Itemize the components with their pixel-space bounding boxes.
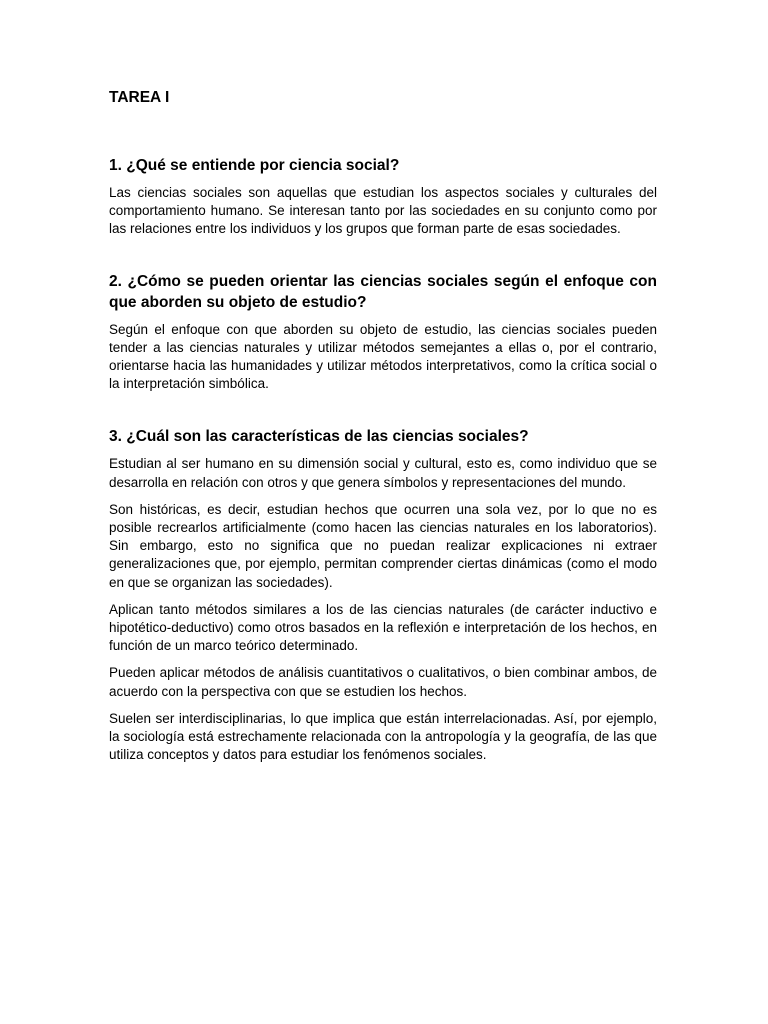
question-2: 2. ¿Cómo se pueden orientar las ciencias sociales según el enfoque con que aborden su objeto de estudio? xyxy=(109,272,657,311)
document-title: TAREA I xyxy=(109,89,170,106)
section-1 xyxy=(109,155,657,239)
question-1: 1. ¿Qué se entiende por ciencia social? xyxy=(109,157,400,174)
answer-1-paragraph-1: Las ciencias sociales son aquellas que estudian los aspectos sociales y culturales del comportamiento humano. Se interesan tanto por las sociedades en su conjunto como por las relaciones entre los individuos y los grupos que forman parte de esas sociedades. xyxy=(109,185,657,237)
answer-3-paragraph-1: Estudian al ser humano en su dimensión social y cultural, esto es, como individuo que se desarrolla en relación con otros y que genera símbolos y representaciones del mundo. xyxy=(109,456,657,490)
answer-3-paragraph-4: Pueden aplicar métodos de análisis cuantitativos o cualitativos, o bien combinar ambos, de acuerdo con la perspectiva con que se estudien los hechos. xyxy=(109,665,657,699)
answer-3-paragraph-2: Son históricas, es decir, estudian hechos que ocurren una sola vez, por lo que no es posible recrearlos artificialmente (como hacen las ciencias naturales en los laboratorios). Sin embargo, esto no significa que no puedan realizar explicaciones ni extraer generalizaciones que, por ejemplo, permitan comprender ciertas dinámicas (como el modo en que se organizan las sociedades). xyxy=(109,501,657,590)
answer-3-paragraph-3: Aplican tanto métodos similares a los de las ciencias naturales (de carácter inductivo e hipotético-deductivo) como otros basados en la reflexión e interpretación de los hechos, en función de un marco teórico determinado. xyxy=(109,601,657,654)
document-page xyxy=(109,88,657,773)
section-3 xyxy=(109,426,657,764)
answer-3-paragraph-5: Suelen ser interdisciplinarias, lo que implica que están interrelacionadas. Así, por ejemplo, la sociología está estrechamente relacionada con la antropología y la geografía, de las que utiliza conceptos y datos para estudiar los fenómenos sociales. xyxy=(109,710,657,763)
section-2 xyxy=(109,271,657,394)
answer-2-paragraph-1: Según el enfoque con que aborden su objeto de estudio, las ciencias sociales pueden tender a las ciencias naturales y utilizar métodos semejantes a ellas o, por el contrario, orientarse hacia las humanidades y utilizar métodos interpretativos, como la crítica social o la interpretación simbólica. xyxy=(109,321,657,392)
question-3: 3. ¿Cuál son las características de las ciencias sociales? xyxy=(109,428,529,446)
